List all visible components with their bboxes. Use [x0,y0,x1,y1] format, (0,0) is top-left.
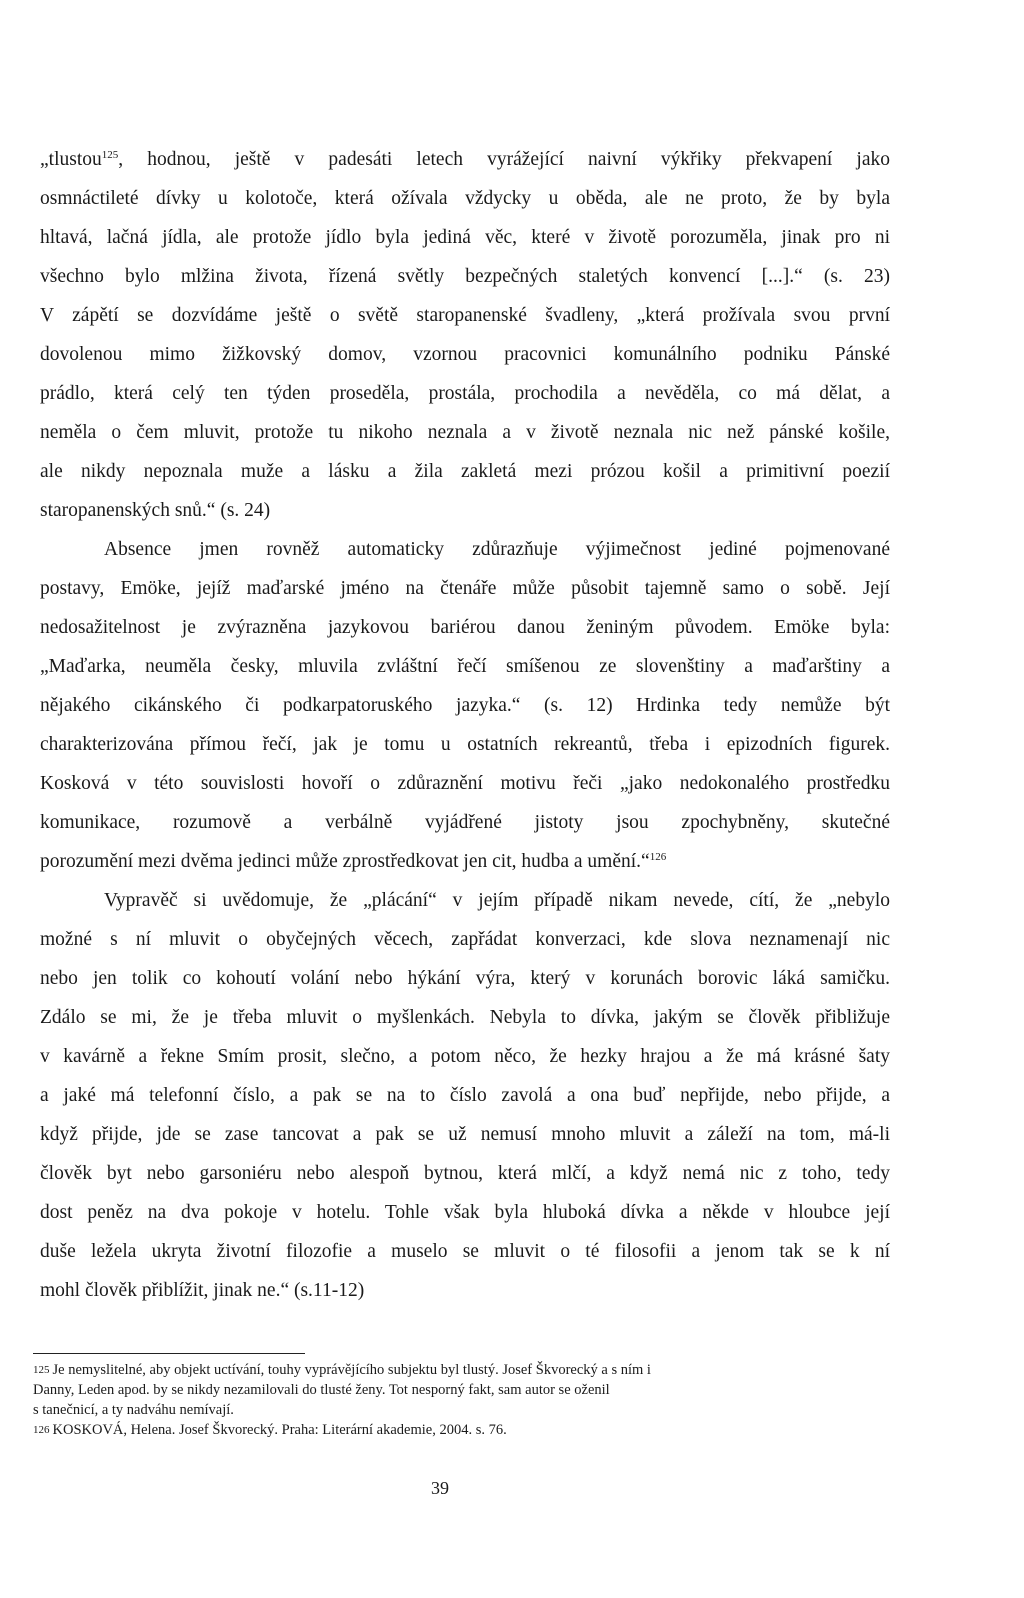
footnote-number: 125 [33,1364,50,1376]
main-text [40,140,890,1310]
text-line: porozumění mezi dvěma jedinci může zprostředkovat jen cit, hudba a umění.“$^{126}$ [40,851,667,872]
footnote-ref: 126 [649,851,667,863]
text-line: všechno bylo mlžina života, řízená světly bezpečných staletých konvencí [...].“ (s. 23) [40,266,890,287]
text-line: nějakého cikánského či podkarpatoruského jazyka.“ (s. 12) Hrdinka tedy nemůže být [40,695,890,716]
text-line: ale nikdy nepoznala muže a lásku a žila zakletá mezi prózou košil a primitivní poezií [40,461,890,482]
text-line: Absence jmen rovněž automaticky zdůrazňuje výjimečnost jediné pojmenované [104,539,890,560]
text-line: když přijde, jde se zase tancovat a pak se už nemusí mnoho mluvit a záleží na tom, má-li [40,1124,890,1145]
text-line: komunikace, rozumově a verbálně vyjádřené jistoty jsou zpochybněny, skutečné [40,812,890,833]
text-line: charakterizována přímou řečí, jak je tomu u ostatních rekreantů, třeba i epizodních figurek. [40,734,890,755]
text-line: „Maďarka, neuměla česky, mluvila zvláštní řečí smíšenou ze slovenštiny a maďarštiny a [40,656,890,677]
text-line: osmnáctileté dívky u kolotoče, která ožívala vždycky u oběda, ale ne proto, že by byla [40,188,890,209]
text-line: nedosažitelnost je zvýrazněna jazykovou bariérou danou ženiným původem. Emöke byla: [40,617,890,638]
text-line: „tlustou$^{125}$, hodnou, ještě v padesáti letech vyrážející naivní výkřiky překvapení jako [40,149,890,170]
text-line: neměla o čem mluvit, protože tu nikoho neznala a v životě neznala nic než pánské košile, [40,422,890,443]
text-line: a jaké má telefonní číslo, a pak se na to číslo zavolá a ona buď nepřijde, nebo přijde, a [40,1085,890,1106]
footnote-line: $^{125}$ Je nemyslitelné, aby objekt uctívání, touhy vyprávějícího subjektu byl tlustý. Josef Škvorecký a s ním i [33,1362,651,1378]
text-line: Kosková v této souvislosti hovoří o zdůraznění motivu řeči „jako nedokonalého prostředku [40,773,890,794]
text-line: dost peněz na dva pokoje v hotelu. Tohle však byla hluboká dívka a někde v hloubce její [40,1202,890,1223]
text-line: hltavá, lačná jídla, ale protože jídlo byla jediná věc, které v životě porozuměla, jinak pro ni [40,227,890,248]
footnote-ref: 125 [101,149,119,161]
footnote-line: Danny, Leden apod. by se nikdy nezamilovali do tlusté ženy. Tot nesporný fakt, sam autor se oženil [33,1382,610,1398]
text-line: možné s ní mluvit o obyčejných věcech, zapřádat konverzaci, kde slova neznamenají nic [40,929,890,950]
footnote-line: s tanečnicí, a ty nadváhu nemívají. [33,1402,234,1418]
footnotes [33,1353,853,1440]
footnote-divider [33,1353,305,1354]
text-line: dovolenou mimo žižkovský domov, vzornou pracovnici komunálního podniku Pánské [40,344,890,365]
text-line: V zápětí se dozvídáme ještě o světě staropanenské švadleny, „která prožívala svou první [40,305,890,326]
text-line: postavy, Emöke, jejíž maďarské jméno na čtenáře může působit tajemně samo o sobě. Její [40,578,890,599]
text-line: Vypravěč si uvědomuje, že „plácání“ v jejím případě nikam nevede, cítí, že „nebylo [104,890,890,911]
text-line: mohl člověk přiblížit, jinak ne.“ (s.11-12) [40,1280,365,1301]
text-line: Zdálo se mi, že je třeba mluvit o myšlenkách. Nebyla to dívka, jakým se člověk přibližuje [40,1007,890,1028]
text-line: duše ležela ukryta životní filozofie a muselo se mluvit o té filosofii a jenom tak se k ní [40,1241,890,1262]
text-line: člověk byt nebo garsoniéru nebo alespoň bytnou, která mlčí, a když nemá nic z toho, tedy [40,1163,890,1184]
text-line: staropanenských snů.“ (s. 24) [40,500,271,521]
footnote-line: $^{126}$ KOSKOVÁ, Helena. Josef Škvorecký. Praha: Literární akademie, 2004. s. 76. [33,1422,507,1438]
text-line: nebo jen tolik co kohoutí volání nebo hýkání výra, který v korunách borovic láká samičku. [40,968,890,989]
text-line: prádlo, která celý ten týden proseděla, prostála, prochodila a nevěděla, co má dělat, a [40,383,890,404]
footnote-number: 126 [33,1424,50,1436]
page-number: 39 [431,1478,449,1498]
text-line: v kavárně a řekne Smím prosit, slečno, a potom něco, že hezky hrajou a že má krásné šaty [40,1046,890,1067]
